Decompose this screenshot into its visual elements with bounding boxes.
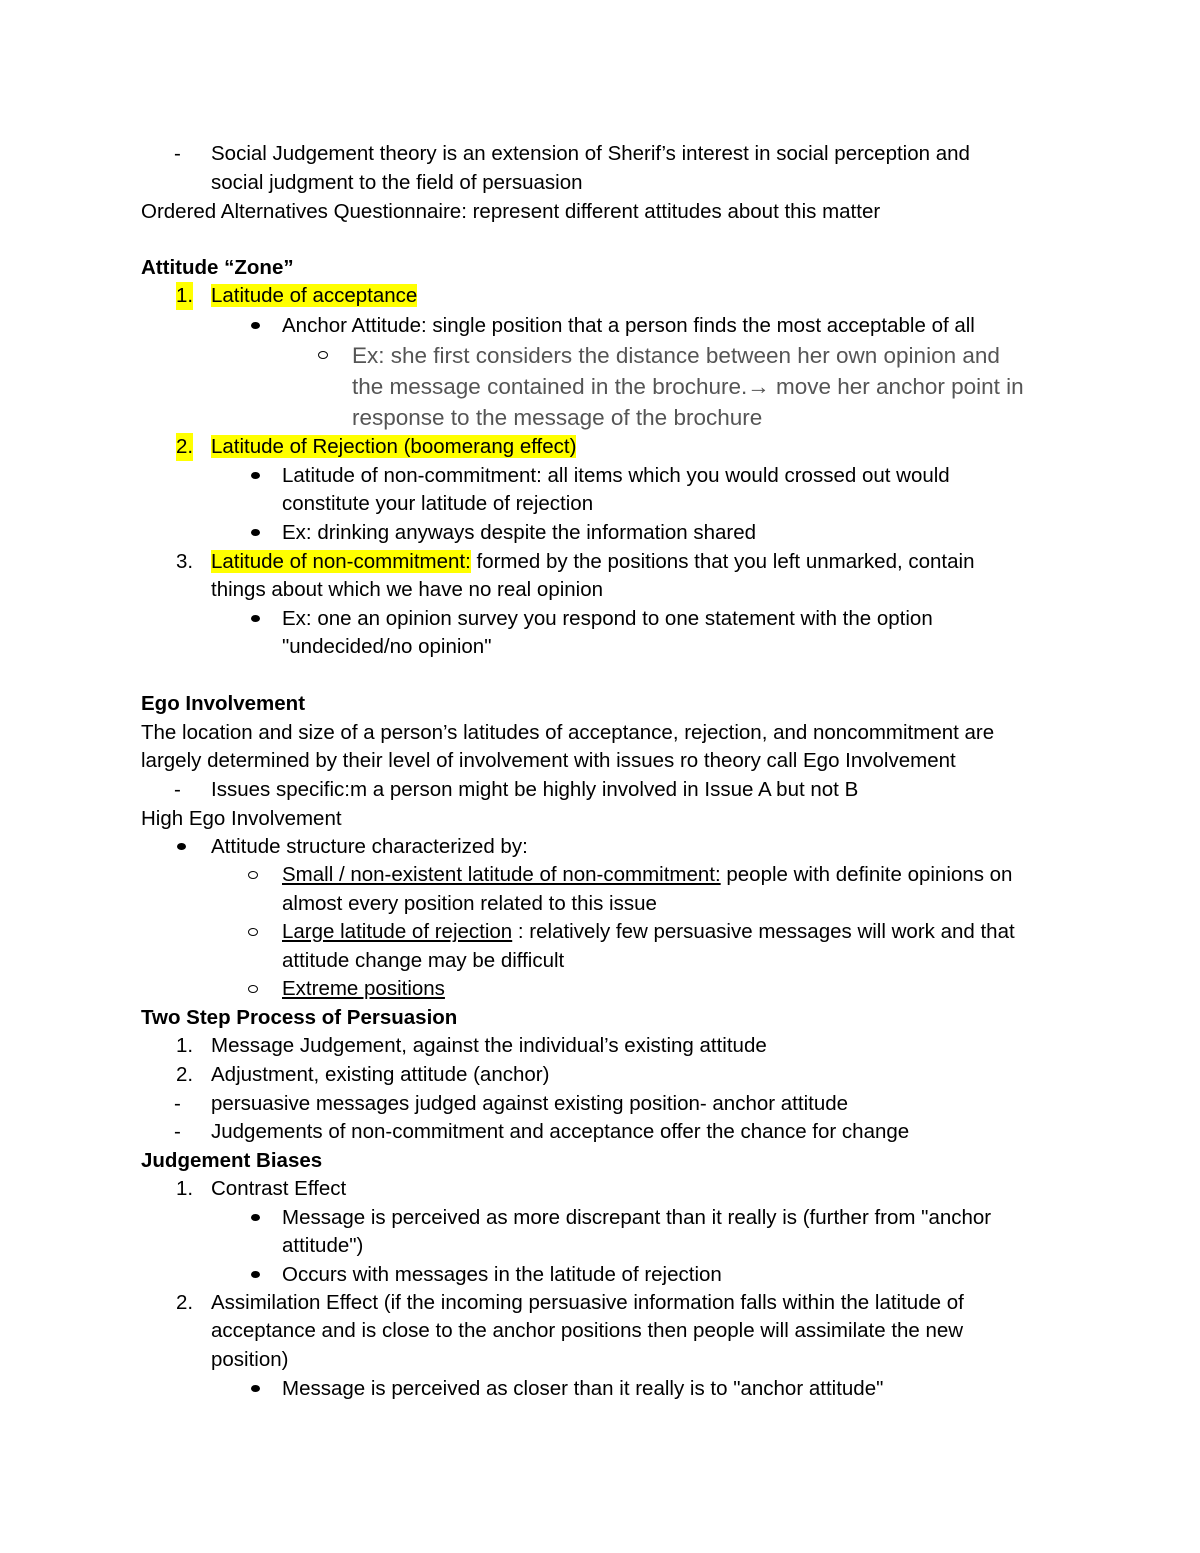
circle-bullet-icon [248, 928, 258, 936]
circle-bullet-icon [248, 985, 258, 993]
survey-line-1: Ex: one an opinion survey you respond to one statement with the option [282, 607, 933, 630]
persuasive-messages-line: persuasive messages judged against existing position- anchor attitude [211, 1092, 849, 1115]
contrast-occurs-line: Occurs with messages in the latitude of rejection [282, 1263, 722, 1286]
list-number: 3. [176, 550, 194, 573]
latitude-of-noncommitment: Latitude of non-commitment: [211, 550, 471, 573]
large-latitude-term: Large latitude of rejection [282, 920, 513, 943]
assimilation-line-1: Assimilation Effect (if the incoming persuasive information falls within the latitude of [211, 1291, 964, 1314]
circle-bullet-icon [248, 871, 258, 879]
intro-line-1: Social Judgement theory is an extension of Sherif’s interest in social perception and [211, 142, 970, 165]
judgements-line: Judgements of non-commitment and acceptance offer the chance for change [211, 1120, 910, 1143]
dash-marker: - [174, 1120, 181, 1143]
bullet-icon [251, 1271, 260, 1278]
list-number: 1. [176, 1177, 194, 1200]
example-line-2: the message contained in the brochure.→ move her anchor point in [352, 374, 1024, 399]
list-number: 2. [176, 1063, 194, 1086]
bullet-icon [251, 322, 260, 329]
latitude-of-acceptance: Latitude of acceptance [211, 284, 418, 307]
example-line-3: response to the message of the brochure [352, 405, 763, 430]
adjustment-item: Adjustment, existing attitude (anchor) [211, 1063, 550, 1086]
attitude-structure-line: Attitude structure characterized by: [211, 835, 528, 858]
noncommitment-line-2: constitute your latitude of rejection [282, 492, 594, 515]
latitude-of-rejection: Latitude of Rejection (boomerang effect) [211, 435, 577, 458]
large-latitude-description-2: attitude change may be difficult [282, 949, 565, 972]
anchor-attitude-line: Anchor Attitude: single position that a person finds the most acceptable of all [282, 314, 975, 337]
small-latitude-term: Small / non-existent latitude of non-commitment: [282, 863, 721, 886]
issues-specific-line: Issues specific:m a person might be highly involved in Issue A but not B [211, 778, 859, 801]
example-line-1: Ex: she first considers the distance between her own opinion and [352, 343, 1000, 368]
noncommitment-description-2: things about which we have no real opinion [211, 578, 604, 601]
message-judgement-item: Message Judgement, against the individual’s existing attitude [211, 1034, 767, 1057]
extreme-positions-term: Extreme positions [282, 977, 445, 1000]
bullet-icon [251, 472, 260, 479]
circle-bullet-icon [318, 351, 328, 359]
oaq-line: Ordered Alternatives Questionnaire: represent different attitudes about this matter [141, 200, 881, 223]
list-item [211, 548, 974, 576]
assimilation-line-2: acceptance and is close to the anchor positions then people will assimilate the new [211, 1319, 964, 1342]
noncommitment-line-1: Latitude of non-commitment: all items which you would crossed out would [282, 464, 950, 487]
small-latitude-item [282, 861, 1012, 889]
list-number: 1. [176, 282, 193, 310]
survey-line-2: "undecided/no opinion" [282, 635, 492, 658]
bullet-icon [251, 529, 260, 536]
ego-paragraph-line-1: The location and size of a person’s latitudes of acceptance, rejection, and noncommitment are [141, 721, 995, 744]
intro-line-2: social judgment to the field of persuasion [211, 171, 583, 194]
contrast-detail-line-2: attitude") [282, 1234, 364, 1257]
noncommitment-description: formed by the positions that you left unmarked, contain [470, 550, 975, 573]
contrast-effect-item: Contrast Effect [211, 1177, 347, 1200]
attitude-zone-heading: Attitude “Zone” [141, 256, 294, 279]
small-latitude-description: people with definite opinions on [720, 863, 1013, 886]
list-number: 1. [176, 1034, 194, 1057]
list-number: 2. [176, 433, 193, 461]
high-ego-label: High Ego Involvement [141, 807, 342, 830]
bullet-icon [177, 843, 186, 850]
dash-marker: - [174, 778, 181, 801]
list-item [211, 282, 417, 310]
drinking-example: Ex: drinking anyways despite the information shared [282, 521, 757, 544]
bullet-icon [251, 615, 260, 622]
dash-marker: - [174, 142, 181, 165]
small-latitude-description-2: almost every position related to this issue [282, 892, 657, 915]
extreme-positions-item [282, 975, 445, 1003]
large-latitude-description: : relatively few persuasive messages will work and that [512, 920, 1015, 943]
ego-involvement-heading: Ego Involvement [141, 692, 306, 715]
dash-marker: - [174, 1092, 181, 1115]
large-latitude-item [282, 918, 1015, 946]
two-step-heading: Two Step Process of Persuasion [141, 1006, 458, 1029]
ego-paragraph-line-2: largely determined by their level of involvement with issues ro theory call Ego Involvement [141, 749, 956, 772]
list-number: 2. [176, 1291, 194, 1314]
assimilation-line-3: position) [211, 1348, 289, 1371]
bullet-icon [251, 1214, 260, 1221]
judgement-biases-heading: Judgement Biases [141, 1149, 323, 1172]
assimilation-detail-line: Message is perceived as closer than it really is to "anchor attitude" [282, 1377, 884, 1400]
list-item [211, 433, 576, 461]
bullet-icon [251, 1385, 260, 1392]
contrast-detail-line-1: Message is perceived as more discrepant than it really is (further from "anchor [282, 1206, 992, 1229]
